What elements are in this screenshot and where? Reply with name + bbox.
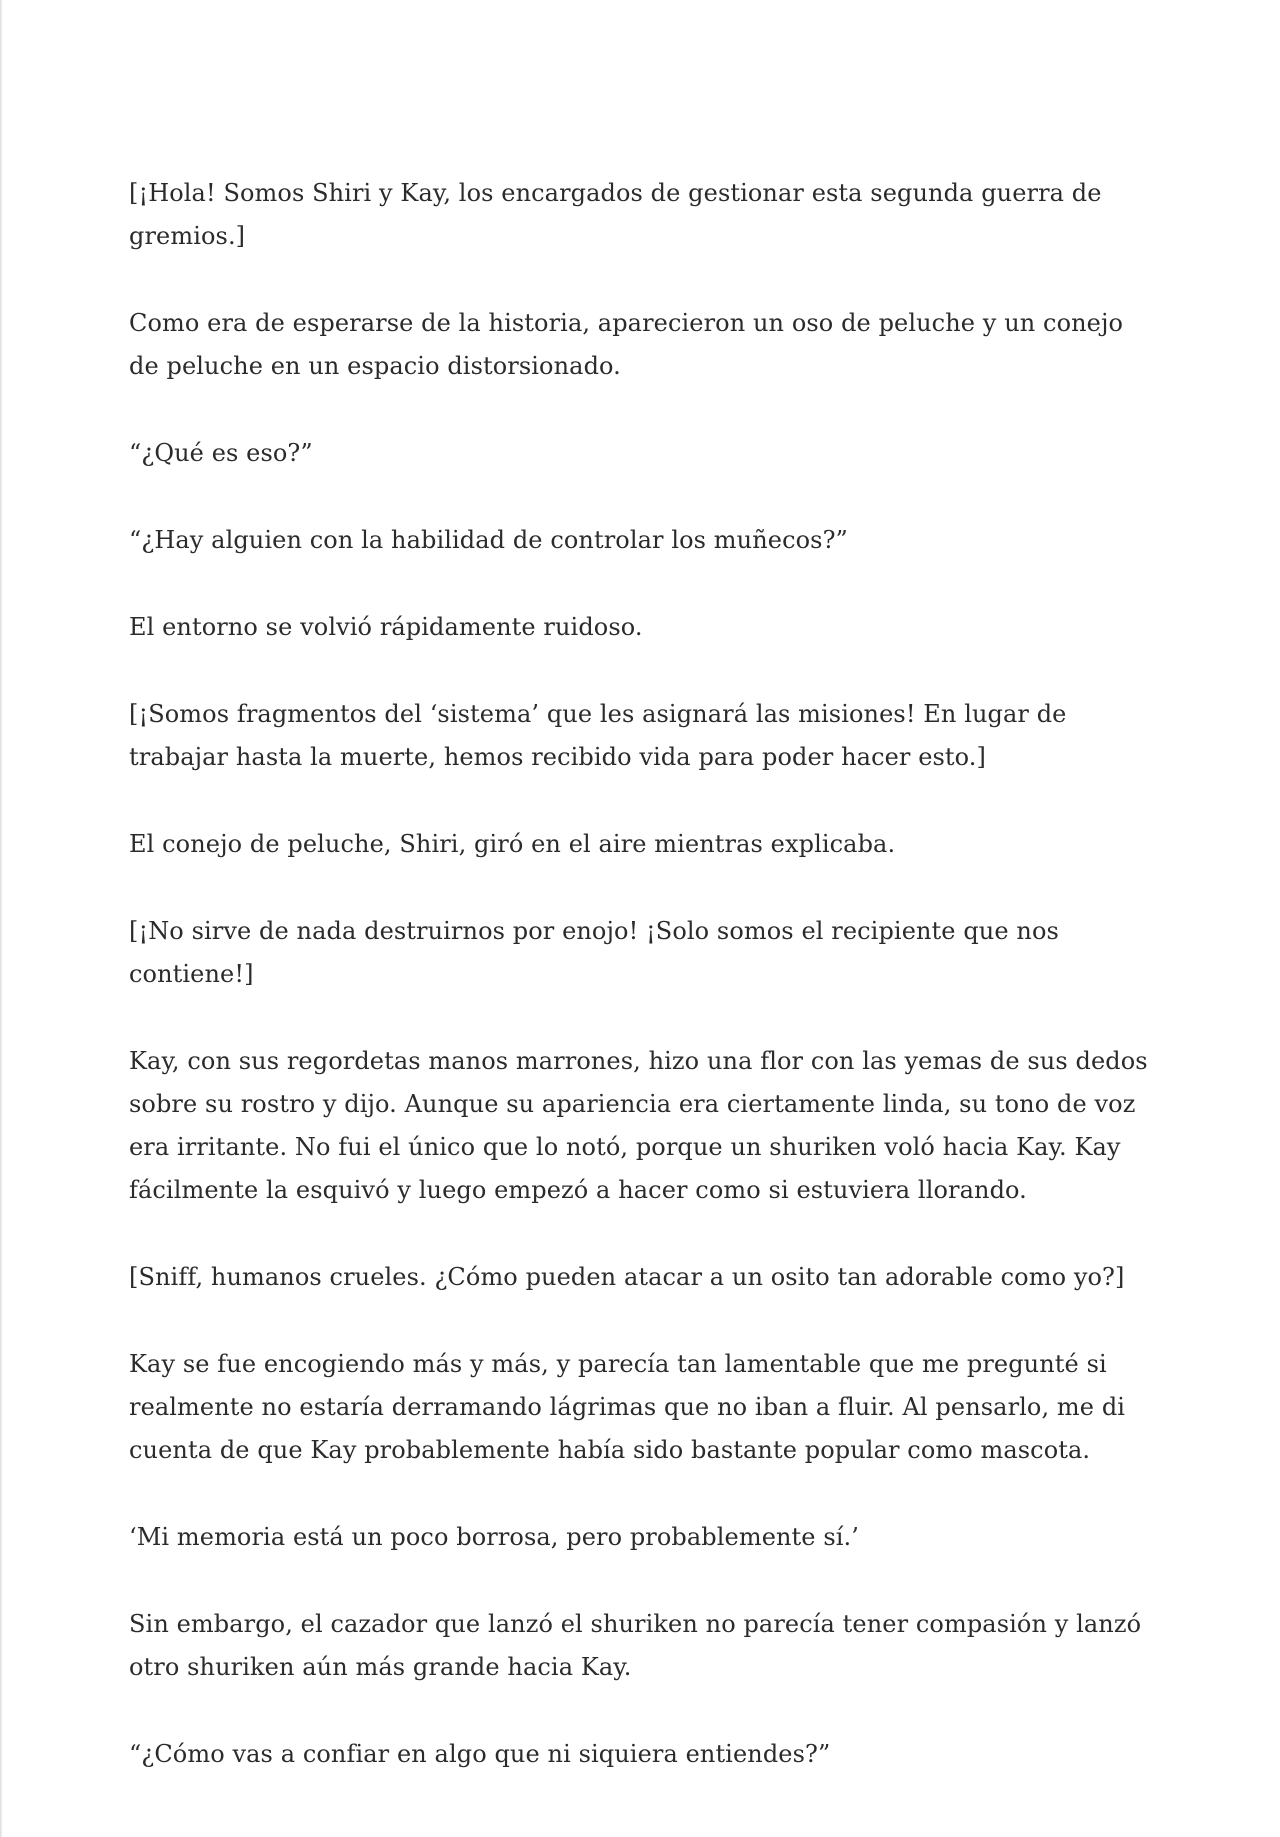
paragraph-5: El entorno se volvió rápidamente ruidoso. <box>129 613 643 641</box>
paragraph-13: Sin embargo, el cazador que lanzó el shuriken no parecía tener compasión y lanzó otro shuriken aún más grande hacia Kay. <box>129 1610 1142 1681</box>
paragraph-8: [¡No sirve de nada destruirnos por enojo! ¡Solo somos el recipiente que nos contiene!] <box>129 917 1059 988</box>
paragraph-1: [¡Hola! Somos Shiri y Kay, los encargados de gestionar esta segunda guerra de gremios.] <box>129 179 1102 250</box>
paragraph-2: Como era de esperarse de la historia, aparecieron un oso de peluche y un conejo de peluche en un espacio distorsionado. <box>129 309 1124 380</box>
paragraph-10: [Sniff, humanos crueles. ¿Cómo pueden atacar a un osito tan adorable como yo?] <box>129 1263 1125 1291</box>
paragraph-3: “¿Qué es eso?” <box>129 439 313 467</box>
paragraph-11: Kay se fue encogiendo más y más, y parecía tan lamentable que me pregunté si realmente no estaría derramando lágrimas que no iban a fluir. Al pensarlo, me di cuenta de que Kay probablemente había sido bastante popular como mascota. <box>129 1350 1126 1464</box>
paragraph-14: “¿Cómo vas a confiar en algo que ni siquiera entiendes?” <box>129 1740 831 1768</box>
paragraph-9: Kay, con sus regordetas manos marrones, hizo una flor con las yemas de sus dedos sobre su rostro y dijo. Aunque su apariencia era ciertamente linda, su tono de voz era irritante. No fui el único que lo notó, porque un shuriken voló hacia Kay. Kay fácilmente la esquivó y luego empezó a hacer como si estuviera llorando. <box>129 1047 1148 1204</box>
paragraph-6: [¡Somos fragmentos del ‘sistema’ que les asignará las misiones! En lugar de trabajar hasta la muerte, hemos recibido vida para poder hacer esto.] <box>129 700 1067 771</box>
paragraph-4: “¿Hay alguien con la habilidad de controlar los muñecos?” <box>129 526 848 554</box>
paragraph-12: ‘Mi memoria está un poco borrosa, pero probablemente sí.’ <box>129 1523 859 1551</box>
paragraph-7: El conejo de peluche, Shiri, giró en el aire mientras explicaba. <box>129 830 896 858</box>
